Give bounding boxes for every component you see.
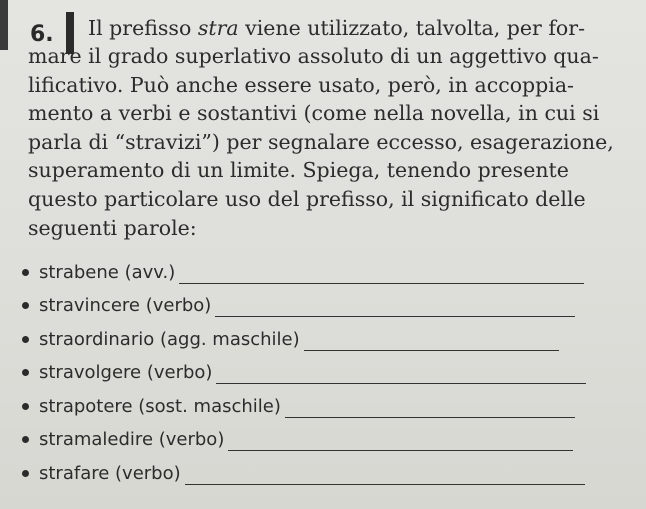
bullet-icon — [22, 302, 29, 309]
instruction-line: questo particolare uso del prefisso, il significato delle — [28, 187, 586, 211]
answer-blank[interactable] — [304, 332, 559, 351]
answer-blank[interactable] — [215, 298, 575, 317]
instruction-line: seguenti parole: — [28, 216, 197, 240]
bullet-icon — [22, 269, 29, 276]
answer-blank[interactable] — [285, 399, 575, 418]
prefix-italic: stra — [197, 16, 239, 40]
answer-blank[interactable] — [216, 365, 586, 384]
list-item — [22, 396, 575, 418]
answer-blank[interactable] — [185, 466, 585, 485]
word-label: strafare (verbo) — [39, 463, 181, 484]
answer-blank[interactable] — [179, 265, 584, 284]
list-item — [22, 262, 584, 284]
page-edge-marker — [0, 0, 8, 50]
instruction-line: lificativo. Può anche essere usato, però, in accoppia- — [28, 73, 574, 97]
exercise-number: 6. — [30, 22, 54, 47]
bullet-icon — [22, 369, 29, 376]
word-label: strabene (avv.) — [39, 262, 176, 283]
instruction-line: parla di “stravizi”) per segnalare eccesso, esagerazione, — [28, 130, 614, 154]
instruction-text: viene utilizzato, talvolta, per for- — [238, 16, 585, 40]
instruction-line: mento a verbi e sostantivi (come nella novella, in cui si — [28, 101, 600, 125]
list-item — [22, 362, 586, 384]
word-label: stravolgere (verbo) — [39, 362, 213, 383]
list-item — [22, 429, 573, 451]
list-item — [22, 329, 559, 351]
word-label: strapotere (sost. maschile) — [39, 396, 281, 417]
word-label: straordinario (agg. maschile) — [39, 329, 300, 350]
bullet-icon — [22, 336, 29, 343]
bullet-icon — [22, 470, 29, 477]
word-label: stravincere (verbo) — [39, 295, 212, 316]
list-item — [22, 295, 575, 317]
answer-blank[interactable] — [228, 432, 573, 451]
word-label: stramaledire (verbo) — [39, 429, 225, 450]
list-item — [22, 463, 585, 485]
instruction-line: mare il grado superlativo assoluto di un aggettivo qua- — [28, 44, 599, 68]
instruction-line: superamento di un limite. Spiega, tenendo presente — [28, 158, 569, 182]
bullet-icon — [22, 403, 29, 410]
bullet-icon — [22, 436, 29, 443]
instruction-line — [88, 16, 585, 40]
instruction-text: Il prefisso — [88, 16, 198, 40]
